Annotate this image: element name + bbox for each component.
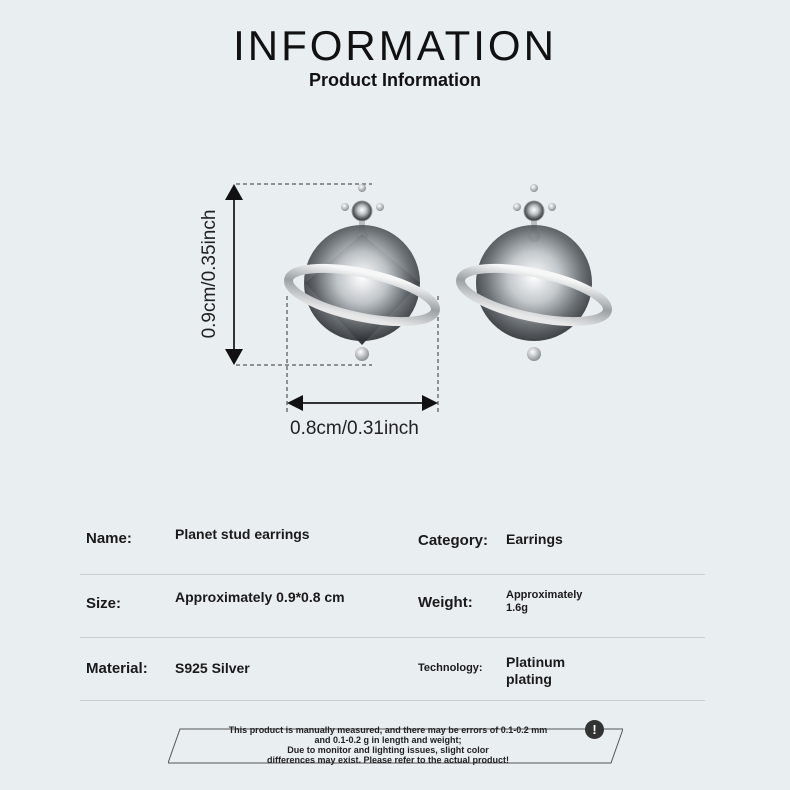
material-label: Material: [86, 660, 148, 677]
page-title: INFORMATION [233, 22, 557, 69]
notice-line-1: This product is manually measured, and there may be errors of 0.1-0.2 mm [228, 725, 548, 735]
height-dimension-label: 0.9cm/0.35inch [199, 209, 220, 339]
notice-line-4: differences may exist. Please refer to the actual product! [266, 755, 510, 765]
size-value: Approximately 0.9*0.8 cm [175, 589, 345, 605]
notice-text [208, 725, 568, 765]
notice-line-2: and 0.1-0.2 g in length and weight; [314, 735, 462, 745]
notice-line-3: Due to monitor and lighting issues, slight color [287, 745, 489, 755]
spec-row-material [80, 638, 705, 701]
category-value: Earrings [506, 531, 563, 547]
technology-label: Technology: [418, 662, 483, 674]
weight-value: Approximately 1.6g [506, 589, 583, 614]
earring-right [456, 184, 612, 361]
weight-label: Weight: [418, 594, 473, 611]
measurement-notice [168, 722, 623, 765]
earring-left [284, 184, 440, 361]
page-subtitle: Product Information [309, 70, 481, 90]
spec-table [80, 512, 705, 701]
size-label: Size: [86, 595, 122, 612]
material-value: S925 Silver [175, 660, 250, 676]
technology-value: Platinum plating [506, 654, 566, 687]
name-value: Planet stud earrings [175, 526, 310, 542]
exclamation-icon: ! [585, 720, 604, 739]
category-label: Category: [418, 532, 489, 549]
spec-row-name [80, 512, 705, 575]
spec-row-size [80, 575, 705, 638]
width-dimension-label: 0.8cm/0.31inch [290, 418, 419, 439]
name-label: Name: [86, 530, 132, 547]
